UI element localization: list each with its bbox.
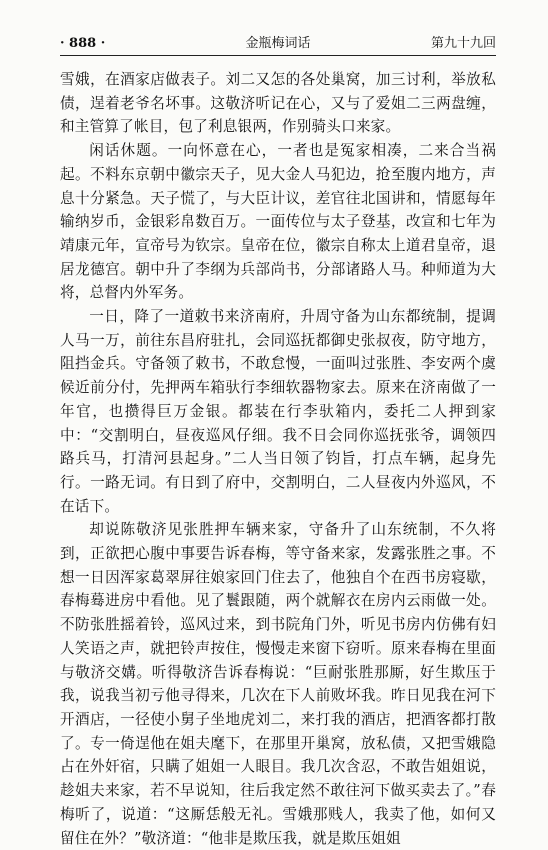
book-title: 金瓶梅词话 (245, 36, 311, 51)
paragraph: 却说陈敬济见张胜押车辆来家，守备升了山东统制，不久将到，正欲把心腹中事要告诉春梅，等守备来家，发露张胜之事。不想一日因浑家葛翠屏往娘家回门住去了，他独自个在西书房寝歇，春梅蓦进房中看他。见了鬟跟随，两个就解衣在房内云雨做一处。不防张胜摇着铃，巡风过来，到书院角门外，听见书房内仿佛有妇人笑语之声，就把铃声按住，慢慢走来窗下窃听。原来春梅在里面与敬济交媾。听得敬济告诉春梅说：“巨耐张胜那厮，好生欺压于我，说我当初亏他寻得来，几次在下人前败坏我。昨日见我在河下开酒店，一径使小舅子坐地虎刘二，来打我的酒店，把酒客都打散了。专一倚逞他在姐夫麾下，在那里开巢窝，放私债，又把雪娥隐占在外奸宿，只瞒了姐姐一人眼目。我几次含忍，不敢告姐姐说，趁姐夫来家，若不早说知，往后我定然不敢往河下做买卖去了。”春梅听了，说道：“这厮恁般无礼。雪娥那贱人，我卖了他，如何又留住在外？”敬济道：“他非是欺压我，就是欺压姐姐 (60, 521, 496, 847)
paragraph: 一日，降了一道敕书来济南府，升周守备为山东都统制，提调人马一万，前往东昌府驻扎，会同巡抚都御史张叔夜，防守地方，阻挡金兵。守备领了敕书，不敢怠慢，一面叫过张胜、李安两个虞候近前分付，先押两车箱驮行李细软器物家去。原来在济南做了一年官，也攒得巨万金银。都装在行李驮箱内，委托二人押到家中：“交割明白，昼夜巡风仔细。我不日会同你巡抚张爷，调领四路兵马，打清河县起身。”二人当日领了钧旨，打点车辆，起身先行。一路无词。有日到了府中，交割明白，二人昼夜内外巡风，不在话下。 (60, 308, 496, 515)
running-header (60, 33, 496, 56)
paragraph-continued: 雪娥，在酒家店做表子。刘二又怎的各处巢窝，加三讨利，举放私债，逞着老爷名坏事。这敬济听记在心，又与了爱姐二三两盘缠，和主管算了帐目，包了利息银两，作别骑头口来家。 (60, 71, 496, 136)
paragraph: 闲话休题。一向怀意在心，一者也是冤家相凑，二来合当祸起。不料东京朝中徽宗天子，见大金人马犯边，抢至腹内地方，声息十分紧急。天子慌了，与大臣计议，差官往北国讲和，情愿每年输纳岁币，金银彩帛数百万。一面传位与太子登基，改宣和七年为靖康元年，宣帝号为钦宗。皇帝在位，徽宗自称太上道君皇帝，退居龙德宫。朝中升了李纲为兵部尚书，分部诸路人马。种师道为大将，总督内外军务。 (60, 142, 496, 302)
chapter-label: 第九十九回 (430, 36, 496, 51)
page-number: · 888 · (60, 36, 106, 51)
page-body (60, 68, 496, 850)
